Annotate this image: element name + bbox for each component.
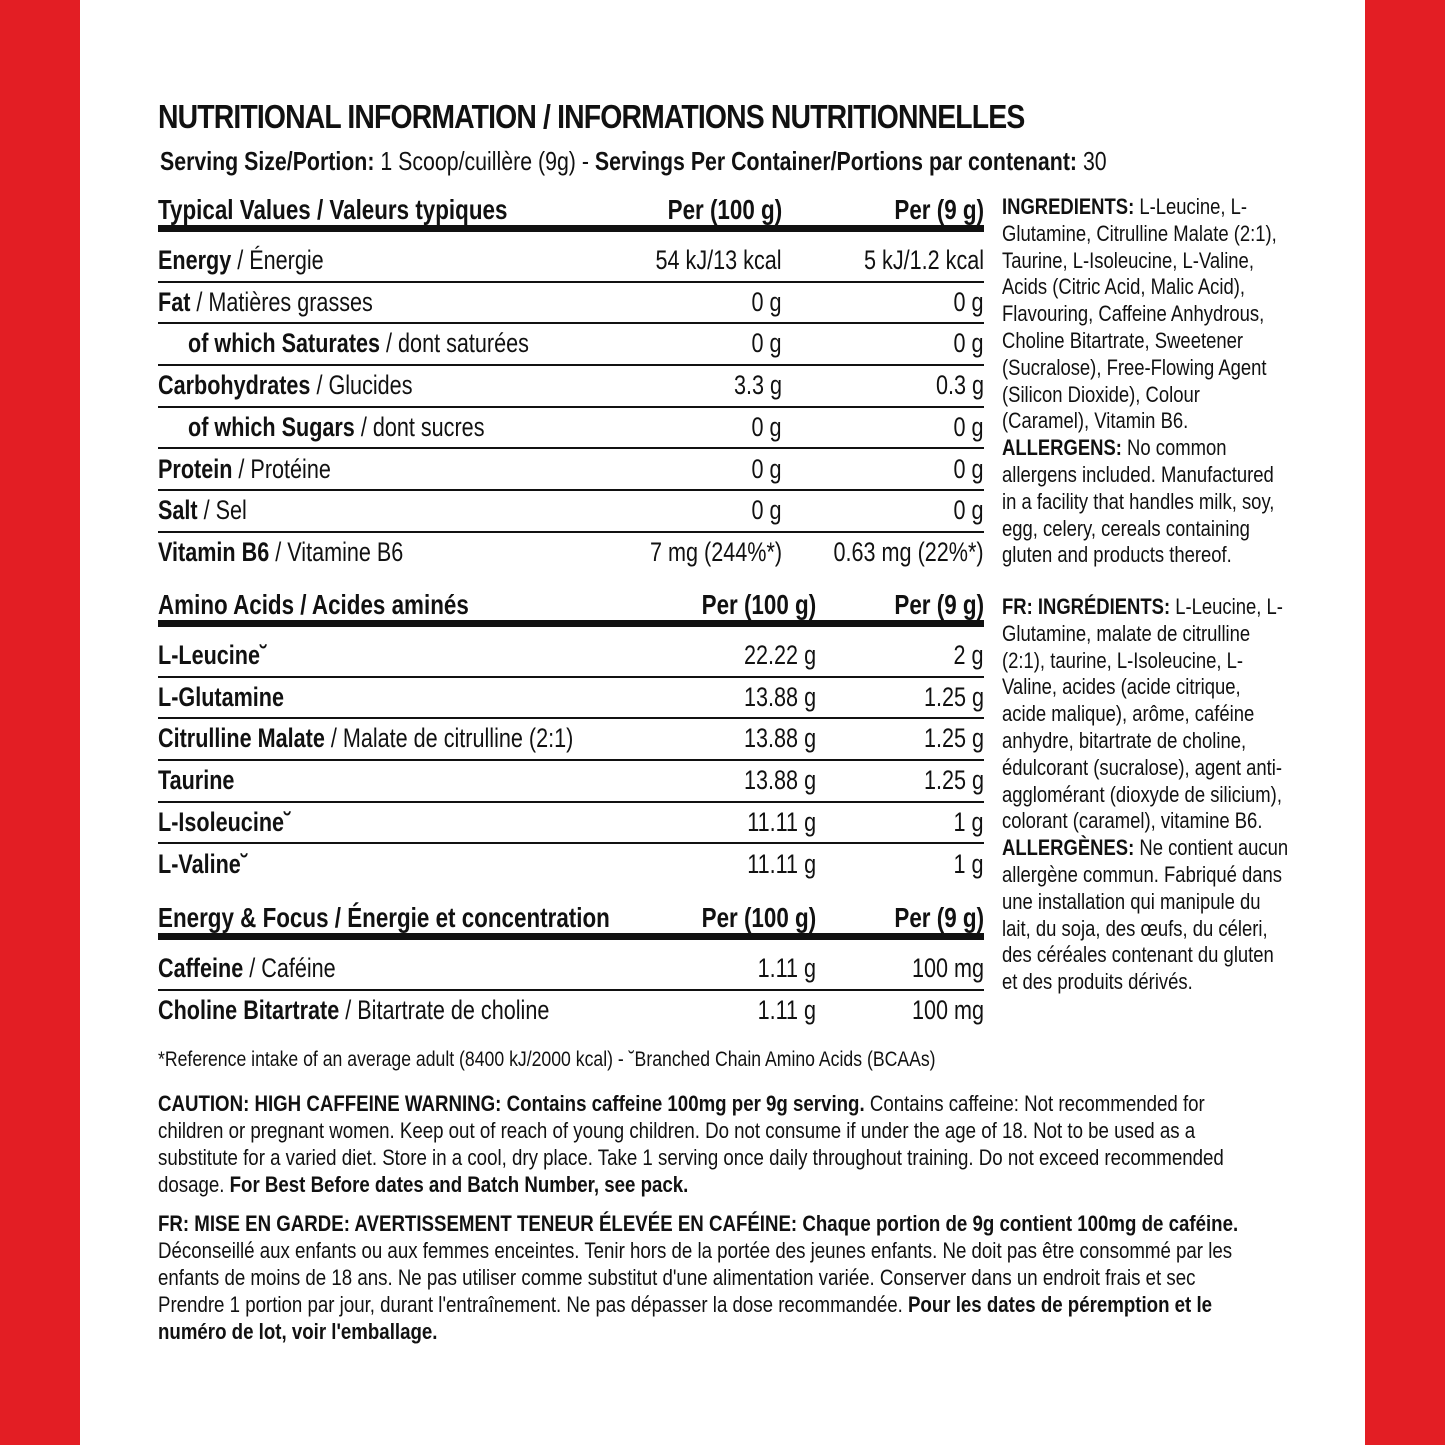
caution-en-bold: CAUTION: HIGH CAFFEINE WARNING: Contains caffeine 100mg per 9g serving. [158, 1091, 865, 1116]
energy-header-per9: Per (9 g) [894, 902, 984, 933]
amino-row-per100: 13.88 g [743, 681, 816, 712]
ingredients-en-label: INGREDIENTS: [1002, 194, 1135, 219]
amino-row-per100: 22.22 g [743, 640, 816, 670]
typical-row-name-fr: / Protéine [232, 453, 331, 484]
serving-size-label: Serving Size/Portion: [160, 146, 375, 176]
typical-row-per9: 0 g [953, 286, 984, 317]
typical-row-name: Carbohydrates [158, 370, 311, 401]
energy-row-per100: 1.11 g [757, 953, 816, 983]
typical-row-label [188, 412, 485, 443]
energy-header-per100: Per (100 g) [701, 902, 816, 933]
energy-row-name: Caffeine [158, 953, 244, 983]
typical-row-name-fr: / dont saturées [380, 328, 529, 359]
amino-row [158, 803, 984, 845]
typical-row-per100: 0 g [751, 286, 782, 317]
typical-row-per100: 3.3 g [733, 370, 782, 401]
amino-row-label [158, 723, 573, 754]
caution-fr-bestbefore: Pour les dates de péremption et le numéro de lot, voir l'emballage. [158, 1292, 1213, 1344]
amino-row [158, 678, 984, 720]
typical-row-label [158, 370, 413, 401]
energy-row [158, 991, 984, 1033]
caution-fr-bold: FR: MISE EN GARDE: AVERTISSEMENT TENEUR ÉLEVÉE EN CAFÉINE: Chaque portion de 9g contient 100mg de caféine. [158, 1211, 1239, 1236]
energy-row [158, 949, 984, 991]
energy-focus-header [158, 896, 984, 940]
energy-row-name-fr: / Caféine [243, 953, 336, 983]
typical-row-per9: 5 kJ/1.2 kcal [863, 245, 984, 275]
energy-header-label: Energy & Focus / Énergie et concentration [158, 902, 610, 933]
typical-row-name-fr: / Vitamine B6 [269, 536, 404, 567]
amino-row-per9: 1 g [953, 806, 984, 837]
ingredients-en-text: L-Leucine, L-Glutamine, Citrulline Malate (2:1), Taurine, L-Isoleucine, L-Valine, Acids (Citric Acid, Malic Acid), Flavouring, Caffeine Anhydrous, Choline Bitartrate, Sweetener (Sucralose), Free-Flowing Agent (Silicon Dioxide), Colour (Caramel), Vitamin B6. [1002, 194, 1277, 434]
typical-row-label [158, 245, 324, 276]
amino-row [158, 761, 984, 803]
typical-row [158, 408, 984, 450]
typical-row-per9: 0 g [953, 328, 984, 359]
typical-row-per9: 0 g [953, 453, 984, 484]
energy-row-label [158, 995, 549, 1026]
amino-row-label [158, 640, 267, 671]
typical-row-name-fr: / dont sucres [354, 411, 485, 442]
typical-values-header [158, 188, 984, 232]
typical-row [158, 366, 984, 408]
amino-row-per100: 11.11 g [747, 806, 816, 837]
amino-row-per9: 1 g [953, 848, 984, 879]
amino-row-name: L-Isoleucine˘ [158, 806, 292, 837]
ingredients-en-paragraph [1002, 194, 1289, 569]
amino-row-label [158, 765, 234, 796]
typical-header-per9: Per (9 g) [894, 194, 984, 225]
typical-row-label [158, 495, 247, 526]
typical-row-per100: 54 kJ/13 kcal [655, 245, 782, 275]
ingredients-fr-label: FR: INGRÉDIENTS: [1002, 594, 1171, 619]
amino-header-per100: Per (100 g) [701, 589, 816, 620]
typical-row-per100: 0 g [751, 328, 782, 359]
typical-row-name: of which Sugars [188, 411, 355, 442]
energy-row-name: Choline Bitartrate [158, 994, 340, 1025]
amino-row-per9: 1.25 g [923, 723, 984, 754]
energy-row-label [158, 953, 336, 984]
amino-row-name: L-Leucine˘ [158, 640, 268, 670]
allergens-en-label: ALLERGENS: [1002, 435, 1122, 461]
typical-row-label [158, 537, 403, 568]
typical-row-per100: 0 g [751, 495, 782, 526]
typical-row [158, 533, 984, 575]
amino-row-label [158, 807, 291, 838]
serving-size-value: 1 Scoop/cuillère (9g) - [380, 146, 589, 176]
allergens-en-text: No common allergens included. Manufactured in a facility that handles milk, soy, egg, celery, cereals containing gluten and products thereof. [1002, 435, 1275, 568]
typical-row-per100: 7 mg (244%*) [649, 536, 782, 567]
typical-row-per9: 0 g [953, 411, 984, 442]
amino-row-per9: 2 g [953, 640, 984, 670]
ingredients-fr-paragraph [1002, 594, 1289, 996]
typical-row-name: Salt [158, 495, 198, 526]
amino-acids-header [158, 583, 984, 627]
typical-row-name-fr: / Sel [197, 495, 247, 526]
amino-row [158, 636, 984, 678]
amino-row-per100: 13.88 g [743, 765, 816, 796]
servings-count-value: 30 [1082, 146, 1107, 176]
ingredients-en [1002, 194, 1277, 569]
amino-row-name: L-Valine˘ [158, 848, 249, 879]
typical-row-label [188, 328, 529, 359]
typical-row-name: Fat [158, 286, 191, 317]
typical-row-per100: 0 g [751, 453, 782, 484]
caution-fr [158, 1210, 1262, 1345]
amino-row-per100: 13.88 g [743, 723, 816, 754]
energy-row-per100: 1.11 g [757, 994, 816, 1025]
servings-count-label: Servings Per Container/Portions par contenant: [594, 146, 1078, 176]
ingredients-fr-text: L-Leucine, L-Glutamine, malate de citrulline (2:1), taurine, L-Isoleucine, L-Valine, acides (acide citrique, acide malique), arôme, caféine anhydre, bitartrate de choline, édulcorant (sucralose), agent anti-agglomérant (dioxyde de silicium), colorant (caramel), vitamine B6. [1002, 594, 1283, 834]
footnote: *Reference intake of an average adult (8400 kJ/2000 kcal) - ˘Branched Chain Amino Acids (BCAAs) [158, 1048, 936, 1071]
amino-row [158, 845, 984, 887]
amino-row [158, 719, 984, 761]
caution-en-text: Contains caffeine: Not recommended for children or pregnant women. Keep out of reach of young children. Do not consume if under the age of 18. Not to be used as a substitute for a varied diet. Store in a cool, dry place. Take 1 serving once daily throughout training. Do not exceed recommended dosage. [158, 1091, 1224, 1197]
typical-row-per9: 0.63 mg (22%*) [833, 536, 984, 567]
amino-row-per9: 1.25 g [923, 681, 984, 712]
energy-row-per9: 100 mg [911, 994, 984, 1025]
amino-header-per9: Per (9 g) [894, 589, 984, 620]
right-red-band [1365, 0, 1445, 1445]
allergens-fr-label: ALLERGÈNES: [1002, 835, 1135, 861]
caution-en [158, 1090, 1262, 1198]
typical-row [158, 491, 984, 533]
typical-row-label [158, 454, 331, 485]
amino-row-name: L-Glutamine [158, 681, 285, 712]
typical-row [158, 241, 984, 283]
serving-info [160, 146, 1107, 177]
typical-row-name: of which Saturates [188, 328, 381, 359]
caution-en-bestbefore: For Best Before dates and Batch Number, see pack. [229, 1172, 689, 1197]
energy-row-per9: 100 mg [911, 953, 984, 983]
typical-row [158, 324, 984, 366]
amino-row-name: Citrulline Malate [158, 723, 325, 754]
typical-row [158, 283, 984, 325]
amino-header-label: Amino Acids / Acides aminés [158, 589, 469, 620]
typical-header-label: Typical Values / Valeurs typiques [158, 194, 508, 225]
typical-row-name-fr: / Glucides [310, 370, 413, 401]
typical-row-name-fr: / Matières grasses [190, 286, 373, 317]
amino-row-label [158, 849, 248, 880]
amino-row-label [158, 682, 284, 713]
allergens-fr-text: Ne contient aucun allergène commun. Fabriqué dans une installation qui manipule du lait, du soja, des œufs, du céleri, des céréales contenant du gluten et des produits dérivés. [1002, 835, 1289, 995]
amino-row-name-fr: / Malate de citrulline (2:1) [324, 723, 574, 754]
typical-row-per100: 0 g [751, 411, 782, 442]
typical-header-per100: Per (100 g) [667, 194, 782, 225]
typical-row-per9: 0.3 g [935, 370, 984, 401]
amino-row-name: Taurine [158, 765, 235, 796]
typical-row-name: Energy [158, 245, 232, 275]
label-title: NUTRITIONAL INFORMATION / INFORMATIONS NUTRITIONNELLES [158, 98, 1025, 135]
amino-row-per9: 1.25 g [923, 765, 984, 796]
typical-row-name: Protein [158, 453, 233, 484]
typical-row-label [158, 287, 373, 318]
typical-row [158, 450, 984, 492]
left-red-band [0, 0, 80, 1445]
energy-row-name-fr: / Bitartrate de choline [339, 994, 550, 1025]
ingredients-fr [1002, 594, 1289, 996]
typical-row-name-fr: / Énergie [231, 245, 324, 275]
typical-row-per9: 0 g [953, 495, 984, 526]
amino-row-per100: 11.11 g [747, 848, 816, 879]
typical-row-name: Vitamin B6 [158, 536, 270, 567]
caution-fr-text: Déconseillé aux enfants ou aux femmes enceintes. Tenir hors de la portée des jeunes enfants. Ne doit pas être consommé par les enfants de moins de 18 ans. Ne pas utiliser comme substitut d'une alimentation variée. Conserver dans un endroit frais et sec Prendre 1 portion par jour, durant l'entraînement. Ne pas dépasser la dose recommandée. [158, 1238, 1233, 1317]
